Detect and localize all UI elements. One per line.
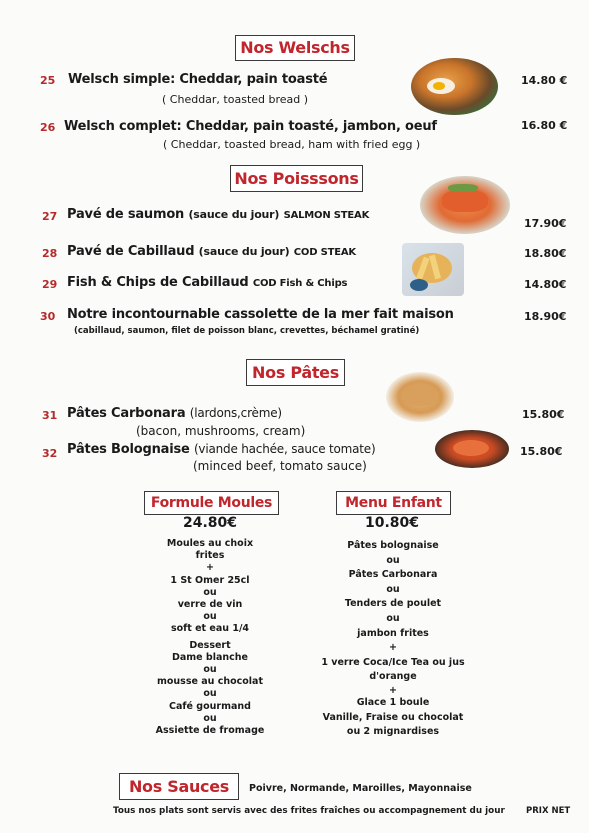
formule-line: frites bbox=[195, 550, 225, 562]
carbonara-photo bbox=[386, 372, 454, 422]
formule-moules-details bbox=[140, 538, 280, 737]
footer-note: Tous nos plats sont servis avec des frites fraîches ou accompagnement du jour bbox=[113, 806, 505, 816]
dish-english: SALMON STEAK bbox=[283, 210, 370, 221]
formule-line: ou bbox=[203, 664, 217, 676]
enfant-line: + bbox=[389, 642, 397, 654]
sauces-list: Poivre, Normande, Maroilles, Mayonnaise bbox=[249, 783, 472, 794]
dish-price: 18.80€ bbox=[524, 247, 567, 260]
section-heading-pates: Nos Pâtes bbox=[246, 359, 345, 386]
dish-translation: (cabillaud, saumon, filet de poisson blanc, crevettes, béchamel gratiné) bbox=[74, 326, 420, 336]
formule-line: soft et eau 1/4 bbox=[170, 623, 250, 635]
enfant-line: Glace 1 boule bbox=[356, 696, 430, 708]
section-heading-enfant: Menu Enfant bbox=[336, 491, 451, 515]
section-heading-welschs: Nos Welschs bbox=[235, 35, 355, 61]
enfant-line: ou 2 mignardises bbox=[346, 726, 440, 738]
item-number: 30 bbox=[40, 310, 56, 323]
dish-name: Notre incontournable cassolette de la mer fait maison bbox=[67, 307, 454, 322]
enfant-line: jambon frites bbox=[357, 627, 429, 639]
section-heading-poissons: Nos Poisssons bbox=[230, 165, 363, 192]
enfant-line: 1 verre Coca/Ice Tea ou jus d'orange bbox=[321, 656, 465, 683]
item-number: 28 bbox=[42, 247, 58, 260]
formule-line: + bbox=[206, 562, 214, 574]
formule-line: verre de vin bbox=[177, 599, 243, 611]
dish-name bbox=[67, 406, 282, 421]
enfant-line: Tenders de poulet bbox=[344, 598, 442, 610]
dish-note: (viande hachée, sauce tomate) bbox=[193, 442, 376, 456]
formule-line: ou bbox=[203, 611, 217, 623]
enfant-line: Pâtes bolognaise bbox=[347, 540, 439, 551]
dish-title: Pâtes Carbonara bbox=[67, 406, 186, 421]
section-heading-moules: Formule Moules bbox=[144, 491, 279, 515]
dish-english: COD STEAK bbox=[293, 247, 356, 258]
salmon-photo bbox=[420, 176, 510, 234]
enfant-price: 10.80€ bbox=[364, 515, 420, 531]
formule-price: 24.80€ bbox=[182, 515, 238, 531]
dish-name bbox=[67, 207, 369, 222]
dish-translation: ( Cheddar, toasted bread, ham with fried egg ) bbox=[163, 138, 421, 151]
dish-name: Welsch simple: Cheddar, pain toasté bbox=[68, 72, 328, 87]
dish-note: (sauce du jour) bbox=[188, 208, 280, 221]
dish-translation: (bacon, mushrooms, cream) bbox=[136, 424, 306, 438]
formule-line: ou bbox=[203, 688, 217, 700]
enfant-line: ou bbox=[386, 554, 400, 566]
dish-price: 15.80€ bbox=[522, 408, 565, 421]
dish-price: 14.80€ bbox=[524, 278, 567, 291]
formule-line: 1 St Omer 25cl bbox=[170, 574, 250, 586]
section-heading-sauces: Nos Sauces bbox=[119, 773, 239, 800]
formule-line: Moules au choix bbox=[166, 538, 254, 549]
dish-name bbox=[67, 442, 375, 457]
dish-price: 17.90€ bbox=[524, 217, 567, 230]
formule-line: mousse au chocolat bbox=[156, 676, 264, 688]
enfant-line: Pâtes Carbonara bbox=[348, 569, 438, 581]
dish-price: 16.80 € bbox=[521, 119, 568, 132]
formule-line: ou bbox=[203, 712, 217, 724]
dish-name bbox=[67, 244, 356, 259]
dish-title: Pavé de Cabillaud bbox=[67, 244, 195, 259]
dish-note: (lardons,crème) bbox=[189, 406, 282, 420]
fish-chips-photo bbox=[402, 243, 464, 296]
dish-name: Welsch complet: Cheddar, pain toasté, jambon, oeuf bbox=[64, 119, 437, 134]
dish-price: 14.80 € bbox=[521, 74, 568, 87]
dish-title: Pâtes Bolognaise bbox=[67, 442, 190, 457]
item-number: 31 bbox=[42, 409, 58, 422]
dish-price: 18.90€ bbox=[524, 310, 567, 323]
welsch-photo bbox=[411, 58, 498, 115]
dish-title: Fish & Chips de Cabillaud bbox=[67, 275, 249, 290]
formule-line: Assiette de fromage bbox=[155, 725, 265, 737]
enfant-line: ou bbox=[386, 612, 400, 624]
dish-translation: ( Cheddar, toasted bread ) bbox=[162, 93, 309, 106]
item-number: 26 bbox=[40, 121, 56, 134]
footer-prix-net: PRIX NET bbox=[526, 806, 571, 816]
enfant-line: ou bbox=[386, 583, 400, 595]
enfant-line: + bbox=[389, 684, 397, 696]
dish-note: (sauce du jour) bbox=[198, 245, 290, 258]
formule-line: Dame blanche bbox=[171, 651, 248, 663]
dish-translation: (minced beef, tomato sauce) bbox=[193, 459, 367, 473]
formule-line: Dessert bbox=[189, 639, 231, 651]
dish-price: 15.80€ bbox=[520, 445, 563, 458]
item-number: 25 bbox=[40, 74, 56, 87]
item-number: 27 bbox=[42, 210, 58, 223]
formule-line: ou bbox=[203, 586, 217, 598]
bolognaise-photo bbox=[435, 430, 509, 468]
dish-name bbox=[67, 275, 347, 290]
enfant-line: Vanille, Fraise ou chocolat bbox=[322, 711, 464, 723]
dish-title: Pavé de saumon bbox=[67, 207, 185, 222]
dish-english: COD Fish & Chips bbox=[252, 278, 348, 289]
item-number: 29 bbox=[42, 278, 58, 291]
menu-enfant-details bbox=[300, 539, 486, 740]
item-number: 32 bbox=[42, 447, 58, 460]
formule-line: Café gourmand bbox=[169, 700, 251, 712]
